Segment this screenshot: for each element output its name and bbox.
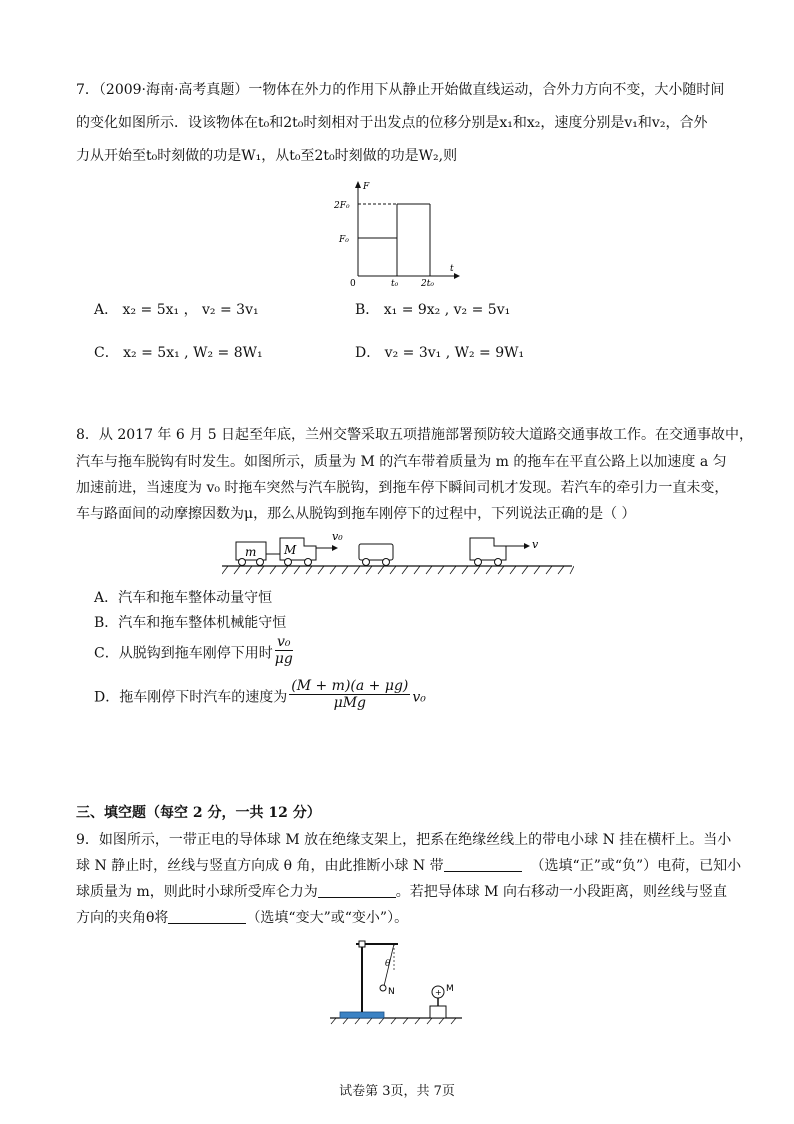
theta-label: θ	[385, 959, 391, 969]
car-later	[470, 538, 506, 560]
q8-line-3: 加速前进，当速度为 v₀ 时拖车突然与汽车脱钩，到拖车停下瞬间司机才发现。若汽车的牵引力一直未变，	[76, 480, 729, 496]
q9-line-3: 球质量为 m，则此时小球所受库仑力为 。若把导体球 M 向右移动一小段距离，则丝线与竖直	[76, 884, 727, 900]
q7-option-c[interactable]: C． x₂ = 5x₁ , W₂ = 8W₁	[94, 345, 263, 361]
q8-option-b[interactable]: B．汽车和拖车整体机械能守恒	[94, 615, 287, 631]
car-label: M	[284, 543, 297, 557]
q9-blank-1[interactable]	[444, 857, 522, 872]
stand-base	[340, 1012, 384, 1018]
q8-line-1: 8．从 2017 年 6 月 5 日起至年底，兰州交警采取五项措施部署预防较大道路交通事故工作。在交通事故中，	[76, 427, 754, 443]
graph-x-tick-2t0: 2t₀	[421, 279, 434, 289]
q7-line-2: 的变化如图所示．设该物体在t₀和2t₀时刻相对于出发点的位移分别是x₁和x₂，速度分别是v₁和v₂，合外	[76, 115, 708, 131]
svg-text:+: +	[435, 988, 442, 997]
graph-x-tick-t0: t₀	[391, 279, 399, 289]
q9-line-4: 方向的夹角θ将 （选填“变大”或“变小”）。	[76, 910, 409, 926]
graph-y-tick-2f0: 2F₀	[334, 201, 350, 211]
ball-m-label: M	[446, 984, 454, 994]
v-label: v	[532, 538, 539, 551]
q7-force-time-graph	[330, 180, 460, 290]
q8-option-c-text: C．从脱钩到拖车刚停下用时	[94, 645, 273, 662]
q7-option-d[interactable]: D． v₂ = 3v₁ , W₂ = 9W₁	[355, 345, 525, 361]
q8-option-c-fraction: $\frac{\text{v₀}}{\mu g}$	[274, 634, 293, 667]
trailer-label: m	[245, 545, 257, 559]
q7-option-a[interactable]: A． x₂ = 5x₁ ， v₂ = 3v₁	[94, 302, 259, 318]
graph-origin: 0	[350, 279, 356, 289]
section-3-heading: 三、填空题（每空 2 分，一共 12 分）	[76, 805, 321, 821]
q9-line-1: 9．如图所示，一带正电的导体球 M 放在绝缘支架上，把系在绝缘丝线上的带电小球 N 挂在横杆上。当小	[76, 832, 732, 848]
v0-label: v₀	[332, 530, 343, 543]
q9-blank-3[interactable]	[168, 909, 246, 924]
q8-line-4: 车与路面间的动摩擦因数为μ，那么从脱钩到拖车刚停下的过程中，下列说法正确的是（ ）	[76, 506, 636, 522]
q8-option-d-text: D．拖车刚停下时汽车的速度为	[94, 689, 288, 706]
q8-option-d-suffix: v₀	[412, 689, 426, 706]
graph-y-label: F	[363, 182, 370, 192]
q8-option-d-fraction: $\frac{(M + m)(a + \mu g)}{\text{μMg}}$	[291, 678, 409, 711]
q9-charge-figure	[326, 936, 466, 1026]
graph-y-tick-f0: F₀	[339, 235, 349, 245]
q7-line-3: 力从开始至t₀时刻做的功是W₁，从t₀至2t₀时刻做的功是W₂,则	[76, 148, 458, 164]
graph-x-label: t	[450, 264, 454, 274]
q9-blank-2[interactable]	[318, 883, 396, 898]
q9-line-2: 球 N 静止时，丝线与竖直方向成 θ 角，由此推断小球 N 带 （选填“正”或“负”）电荷，已知小	[76, 858, 742, 874]
ball-n	[380, 985, 386, 991]
q8-option-a[interactable]: A．汽车和拖车整体动量守恒	[94, 590, 273, 606]
q8-option-d[interactable]	[94, 678, 426, 711]
ball-n-label: N	[388, 987, 395, 997]
stopped-trailer	[359, 544, 393, 560]
q8-option-c[interactable]	[94, 634, 295, 667]
q7-option-b[interactable]: B． x₁ = 9x₂ , v₂ = 5v₁	[355, 302, 511, 318]
q8-line-2: 汽车与拖车脱钩有时发生。如图所示，质量为 M 的汽车带着质量为 m 的拖车在平直公路上以加速度 a 匀	[76, 454, 727, 470]
q8-tow-figure	[222, 526, 574, 578]
page-footer: 试卷第 3页，共 7页	[339, 1084, 455, 1099]
q7-line-1: 7．（2009·海南·高考真题）一物体在外力的作用下从静止开始做直线运动，合外力方向不变，大小随时间	[76, 82, 725, 98]
